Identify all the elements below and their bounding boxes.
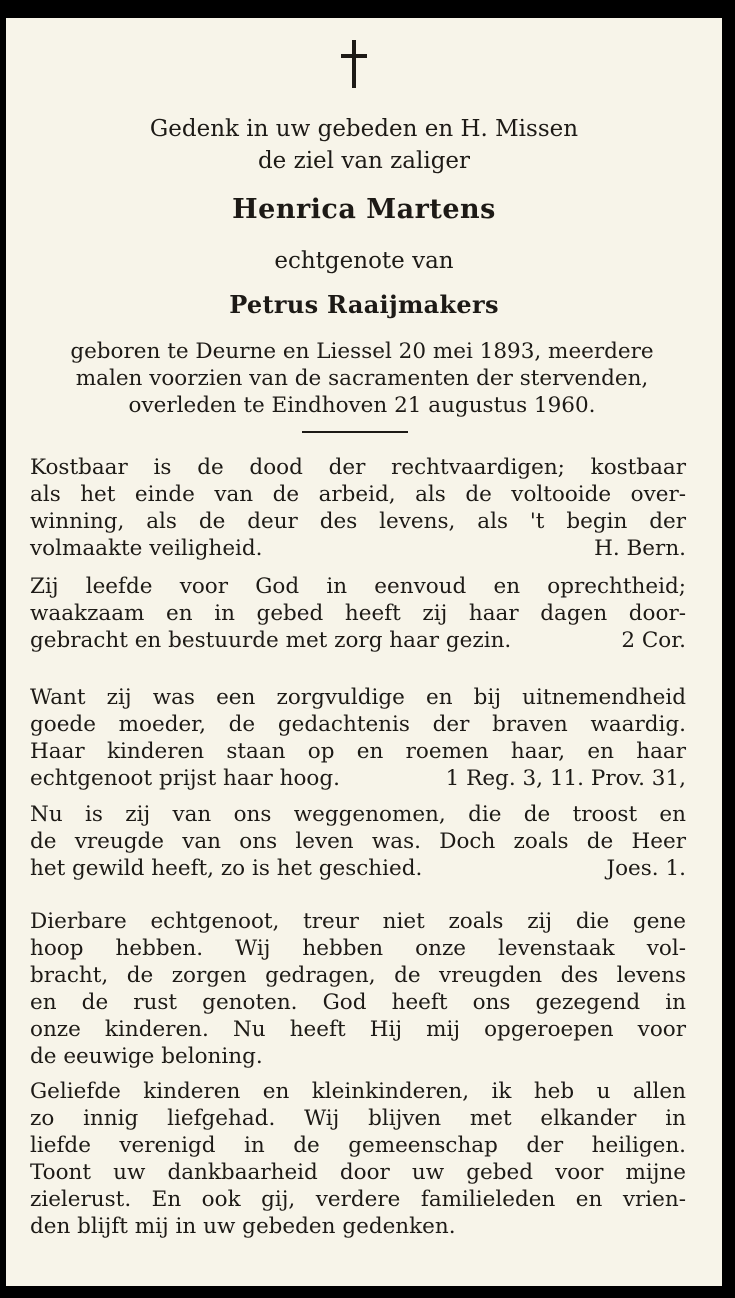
- verse-line-text: het gewild heeft, zo is het geschied.: [30, 856, 423, 881]
- verse-line: de vreugde van ons leven was. Doch zoals de Heer: [30, 829, 686, 854]
- intro-line-1: Gedenk in uw gebeden en H. Missen: [149, 116, 579, 142]
- verse-line: Zij leefde voor God in eenvoud en oprechtheid;: [30, 574, 686, 599]
- bio-line: geboren te Deurne en Liessel 20 mei 1893, meerdere: [70, 339, 654, 364]
- verse-line: winning, als de deur des levens, als 't begin der: [30, 509, 686, 534]
- verse-line: goede moeder, de gedachtenis der braven waardig.: [30, 712, 686, 737]
- verse-line: Nu is zij van ons weggenomen, die de troost en: [30, 802, 686, 827]
- verse-last-line: [30, 627, 686, 654]
- verse-line: onze kinderen. Nu heeft Hij mij opgeroepen voor: [30, 1017, 686, 1042]
- verse-line-text: volmaakte veiligheid.: [30, 536, 263, 561]
- verse-line: Haar kinderen staan op en roemen haar, en haar: [30, 739, 686, 764]
- verse-paragraph: [30, 908, 686, 1070]
- biography: [30, 338, 694, 419]
- verse-line: Kostbaar is de dood der rechtvaardigen; kostbaar: [30, 455, 686, 480]
- intro-line-2: de ziel van zaliger: [257, 148, 471, 174]
- verse-line: Toont uw dankbaarheid door uw gebed voor mijne: [30, 1160, 686, 1185]
- spouse-label: echtgenote van: [274, 248, 454, 274]
- verse-line: als het einde van de arbeid, als de voltooide over-: [30, 482, 686, 507]
- verse-paragraph: [30, 1078, 686, 1240]
- verse-paragraph: [30, 801, 686, 882]
- verse-last-line: den blijft mij in uw gebeden gedenken.: [30, 1214, 456, 1239]
- verse-paragraph: [30, 684, 686, 792]
- bio-line: malen voorzien van de sacramenten der stervenden,: [75, 366, 649, 391]
- verse-line: Geliefde kinderen en kleinkinderen, ik heb u allen: [30, 1079, 686, 1104]
- verse-last-line: [30, 535, 686, 562]
- verse-line: Want zij was een zorgvuldige en bij uitnemendheid: [30, 685, 686, 710]
- divider: [302, 431, 408, 433]
- verse-line: hoop hebben. Wij hebben onze levenstaak vol-: [30, 936, 686, 961]
- verse-last-line: [30, 765, 686, 792]
- verse-line-text: gebracht en bestuurde met zorg haar gezin.: [30, 628, 512, 653]
- verse-line: zo innig liefgehad. Wij blijven met elkander in: [30, 1106, 686, 1131]
- verse-line: Dierbare echtgenoot, treur niet zoals zij die gene: [30, 909, 686, 934]
- verse-line: liefde verenigd in de gemeenschap der heiligen.: [30, 1133, 686, 1158]
- verse-line: waakzaam en in gebed heeft zij haar dagen door-: [30, 601, 686, 626]
- bio-line: overleden te Eindhoven 21 augustus 1960.: [128, 393, 596, 418]
- spouse-name: Petrus Raaijmakers: [229, 290, 499, 319]
- verse-source: H. Bern.: [594, 536, 686, 561]
- verse-source: 1 Reg. 3, 11. Prov. 31,: [445, 766, 686, 791]
- deceased-name: Henrica Martens: [232, 194, 496, 225]
- verse-line: zielerust. En ook gij, verdere familieleden en vrien-: [30, 1187, 686, 1212]
- cross-icon: [339, 40, 369, 90]
- verse-last-line: de eeuwige beloning.: [30, 1044, 263, 1069]
- verse-source: 2 Cor.: [621, 628, 686, 653]
- verse-last-line: [30, 855, 686, 882]
- verse-line: en de rust genoten. God heeft ons gezegend in: [30, 990, 686, 1015]
- verse-paragraph: [30, 573, 686, 654]
- verse-source: Joes. 1.: [606, 856, 686, 881]
- verse-paragraph: [30, 454, 686, 562]
- memorial-card: [6, 18, 722, 1286]
- verse-line-text: echtgenoot prijst haar hoog.: [30, 766, 340, 791]
- verse-line: bracht, de zorgen gedragen, de vreugden des levens: [30, 963, 686, 988]
